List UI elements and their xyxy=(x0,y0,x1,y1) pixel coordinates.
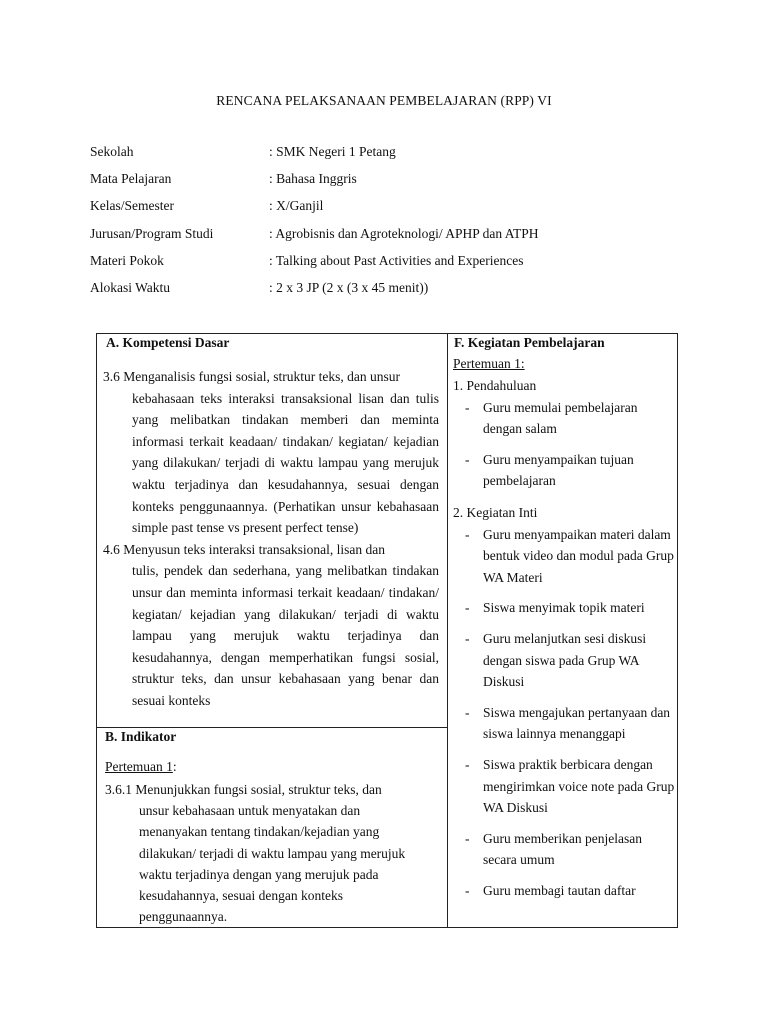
bullet-dash: - xyxy=(465,630,470,646)
indikator-meeting-label xyxy=(105,759,177,775)
list-item xyxy=(453,449,675,492)
kompetensi-dasar-heading: A. Kompetensi Dasar xyxy=(106,335,230,350)
list-item-text: Siswa menyimak topik materi xyxy=(483,600,645,616)
info-value: : X/Ganjil xyxy=(269,198,324,214)
document-title: RENCANA PELAKSANAAN PEMBELAJARAN (RPP) VI xyxy=(216,93,552,108)
kd-item-body: tulis, pendek dan sederhana, yang melibatkan tindakan unsur dan meminta informasi terkait keadaan/ tindakan/ kegiatan/ kejadian yang dilakukan/ terjadi di waktu lampau yang merujuk waktu terjadinya dan kesudahannya, dengan memperhatikan fungsi sosial, struktur teks, dan unsur kebahasaan yang benar dan sesuai konteks xyxy=(132,563,439,708)
list-item xyxy=(453,754,675,819)
info-label: Materi Pokok xyxy=(90,252,164,268)
meeting-colon: : xyxy=(172,759,177,774)
kd-item-body: kebahasaan teks interaksi transaksional lisan dan tulis yang melibatkan tindakan memberi dan meminta informasi terkait keadaan/ tindakan/ kegiatan/ kejadian yang dilakukan/ terjadi di waktu lampau yang merujuk waktu terjadinya dan kesudahannya, sesuai dengan konteks penggunaannya. (Perhatikan unsur kebahasaan simple past tense vs present perfect tense) xyxy=(132,390,439,536)
list-item xyxy=(453,880,675,902)
bullet-dash: - xyxy=(465,399,470,415)
bullet-dash: - xyxy=(465,756,470,772)
info-value: : Talking about Past Activities and Experiences xyxy=(269,252,524,268)
info-label: Sekolah xyxy=(90,144,134,159)
list-item-text: Guru membagi tautan daftar xyxy=(483,882,636,898)
bullet-dash: - xyxy=(465,526,470,542)
indikator-text xyxy=(105,779,423,927)
info-value: : Bahasa Inggris xyxy=(269,171,357,187)
info-value: : Agrobisnis dan Agroteknologi/ APHP dan ATPH xyxy=(269,225,539,241)
indikator-cell xyxy=(96,727,448,928)
kompetensi-dasar-cell xyxy=(96,333,448,728)
meeting-label: Pertemuan 1 xyxy=(105,759,173,774)
list-item xyxy=(453,524,675,589)
list-item-text: Guru menyampaikan tujuan pembelajaran xyxy=(483,451,634,489)
kd-item xyxy=(103,366,439,539)
info-label: Alokasi Waktu xyxy=(90,279,171,295)
info-label: Jurusan/Program Studi xyxy=(90,225,214,241)
kegiatan-heading: F. Kegiatan Pembelajaran xyxy=(454,335,605,350)
list-item-text: Siswa praktik berbicara dengan mengirimkan voice note pada Grup WA Diskusi xyxy=(483,756,675,816)
kd-item-first-line: 3.6 Menganalisis fungsi sosial, struktur teks, dan unsur xyxy=(103,369,400,384)
step-pendahuluan: 1. Pendahuluan xyxy=(453,378,537,393)
info-label: Kelas/Semester xyxy=(90,198,174,214)
list-item xyxy=(453,702,675,745)
bullet-dash: - xyxy=(465,600,470,616)
list-item-text: Siswa mengajukan pertanyaan dan siswa lainnya menanggapi xyxy=(483,704,671,742)
kd-item xyxy=(103,539,439,712)
indikator-heading: B. Indikator xyxy=(105,729,177,744)
bullet-dash: - xyxy=(465,882,470,898)
kegiatan-pembelajaran-cell xyxy=(447,333,678,928)
kegiatan-meeting-label: Pertemuan 1: xyxy=(453,356,525,371)
kd-item-first-line: 4.6 Menyusun teks interaksi transaksional, lisan dan xyxy=(103,541,385,557)
list-item-text: Guru memberikan penjelasan secara umum xyxy=(483,830,642,868)
kegiatan-body xyxy=(453,375,675,901)
step-kegiatan-inti: 2. Kegiatan Inti xyxy=(453,504,538,520)
list-item-text: Guru memulai pembelajaran dengan salam xyxy=(483,399,638,437)
info-label: Mata Pelajaran xyxy=(90,171,172,187)
list-item-text: Guru menyampaikan materi dalam bentuk video dan modul pada Grup WA Materi xyxy=(483,526,674,585)
bullet-dash: - xyxy=(465,704,470,720)
indikator-body: unsur kebahasaan untuk menyatakan dan menanyakan tentang tindakan/kejadian yang dilakukan/ terjadi di waktu lampau yang merujuk waktu terjadinya dengan yang merujuk pada kesudahannya, sesuai dengan konteks penggunaannya. xyxy=(139,803,406,925)
info-value: : SMK Negeri 1 Petang xyxy=(269,144,396,159)
list-item xyxy=(453,597,675,619)
list-item xyxy=(453,628,675,693)
list-item-text: Guru melanjutkan sesi diskusi dengan siswa pada Grup WA Diskusi xyxy=(483,630,647,690)
info-value: : 2 x 3 JP (2 x (3 x 45 menit)) xyxy=(269,279,429,295)
kompetensi-dasar-text xyxy=(103,366,439,712)
list-item xyxy=(453,397,675,440)
bullet-dash: - xyxy=(465,451,470,467)
list-item xyxy=(453,828,675,871)
indikator-first-line: 3.6.1 Menunjukkan fungsi sosial, struktur teks, dan xyxy=(105,782,382,797)
bullet-dash: - xyxy=(465,830,470,846)
